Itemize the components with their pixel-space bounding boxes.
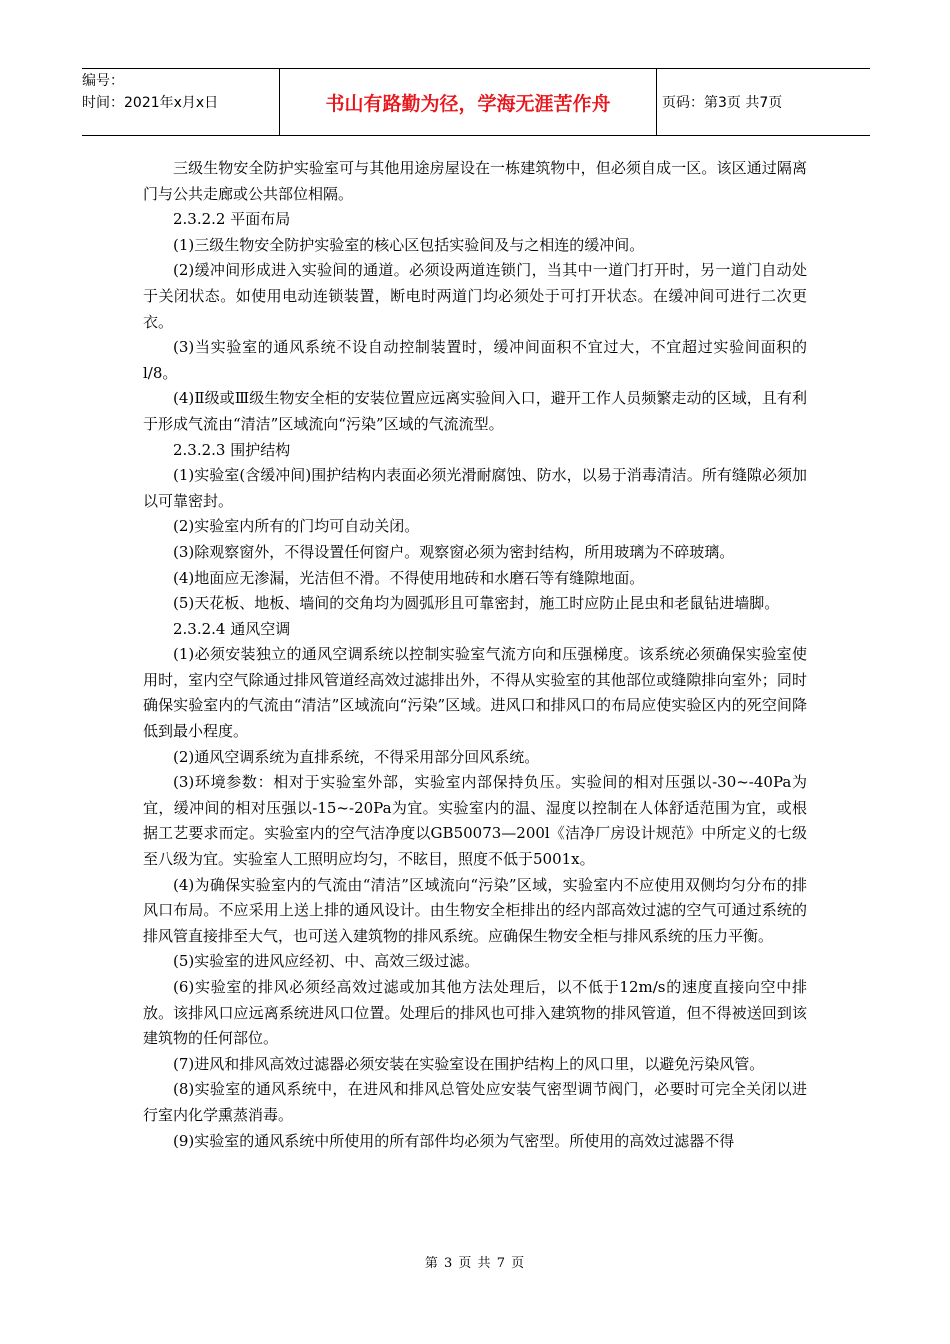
header-meta (82, 69, 280, 135)
paragraph: (3)除观察窗外，不得设置任何窗户。观察窗必须为密封结构，所用玻璃为不碎玻璃。 (173, 542, 735, 561)
paragraph: (1)三级生物安全防护实验室的核心区包括实验间及与之相连的缓冲间。 (173, 235, 645, 254)
paragraph: 三级生物安全防护实验室可与其他用途房屋设在一栋建筑物中，但必须自成一区。该区通过隔离门与公共走廊或公共部位相隔。 (143, 159, 807, 203)
number-label: 编号： (82, 73, 124, 89)
section-heading: 2.3.2.4 通风空调 (173, 619, 291, 638)
paragraph: (6)实验室的排风必须经高效过滤或加其他方法处理后，以不低于12m/s的速度直接向空中排放。该排风口应远离系统进风口位置。处理后的排风也可排入建筑物的排风管道，但不得被送回到该建筑物的任何部位。 (143, 978, 807, 1048)
paragraph: (7)进风和排风高效过滤器必须安装在实验室设在围护结构上的风口里，以避免污染风管。 (173, 1054, 765, 1073)
header-motto: 书山有路勤为径，学海无涯苦作舟 (280, 69, 657, 135)
paragraph: (1)实验室(含缓冲间)围护结构内表面必须光滑耐腐蚀、防水，以易于消毒清洁。所有缝隙必须加以可靠密封。 (143, 466, 807, 510)
date-label: 时间：2021年x月x日 (82, 95, 219, 111)
section-heading: 2.3.2.2 平面布局 (173, 210, 291, 229)
paragraph: (1)必须安装独立的通风空调系统以控制实验室气流方向和压强梯度。该系统必须确保实验室使用时，室内空气除通过排风管道经高效过滤排出外，不得从实验室的其他部位或缝隙排向室外；同时确保实验室内的气流由“清洁”区域流向“污染”区域。进风口和排风口的布局应使实验区内的死空间降低到最小程度。 (143, 645, 807, 741)
page-header (82, 68, 870, 136)
page-footer: 第 3 页 共 7 页 (424, 1256, 526, 1271)
paragraph: (5)实验室的进风应经初、中、高效三级过滤。 (173, 952, 480, 971)
paragraph: (2)缓冲间形成进入实验间的通道。必须设两道连锁门，当其中一道门打开时，另一道门自动处于关闭状态。如使用电动连锁装置，断电时两道门均必须处于可打开状态。在缓冲间可进行二次更衣。 (143, 261, 807, 331)
paragraph: (5)天花板、地板、墙间的交角均为圆弧形且可靠密封，施工时应防止昆虫和老鼠钻进墙脚。 (173, 594, 780, 613)
paragraph: (2)通风空调系统为直排系统，不得采用部分回风系统。 (173, 747, 540, 766)
paragraph: (3)当实验室的通风系统不设自动控制装置时，缓冲间面积不宜过大，不宜超过实验间面积的l/8。 (143, 338, 807, 382)
header-page-label: 页码：第3页 共7页 (662, 95, 783, 111)
paragraph: (4)地面应无渗漏，光洁但不滑。不得使用地砖和水磨石等有缝隙地面。 (173, 568, 645, 587)
section-heading: 2.3.2.3 围护结构 (173, 440, 291, 459)
paragraph: (4)Ⅱ级或Ⅲ级生物安全柜的安装位置应远离实验间入口，避开工作人员频繁走动的区域，且有利于形成气流由“清洁”区域流向“污染”区域的气流流型。 (143, 389, 807, 433)
paragraph: (9)实验室的通风系统中所使用的所有部件均必须为气密型。所使用的高效过滤器不得 (173, 1131, 735, 1150)
document-body (143, 156, 807, 1154)
paragraph: (4)为确保实验室内的气流由“清洁”区域流向“污染”区域，实验室内不应使用双侧均匀分布的排风口布局。不应采用上送上排的通风设计。由生物安全柜排出的经内部高效过滤的空气可通过系统的排风管直接排至大气，也可送入建筑物的排风系统。应确保生物安全柜与排风系统的压力平衡。 (143, 875, 807, 945)
paragraph: (8)实验室的通风系统中，在进风和排风总管处应安装气密型调节阀门，必要时可完全关闭以进行室内化学熏蒸消毒。 (143, 1080, 807, 1124)
paragraph: (2)实验室内所有的门均可自动关闭。 (173, 517, 420, 536)
paragraph: (3)环境参数：相对于实验室外部，实验室内部保持负压。实验间的相对压强以-30~-40Pa为宜，缓冲间的相对压强以-15~-20Pa为宜。实验室内的温、湿度以控制在人体舒适范围为宜，或根据工艺要求而定。实验室内的空气洁净度以GB50073—200l《洁净厂房设计规范》中所定义的七级至八级为宜。实验室人工照明应均匀，不眩目，照度不低于5001x。 (143, 773, 807, 869)
